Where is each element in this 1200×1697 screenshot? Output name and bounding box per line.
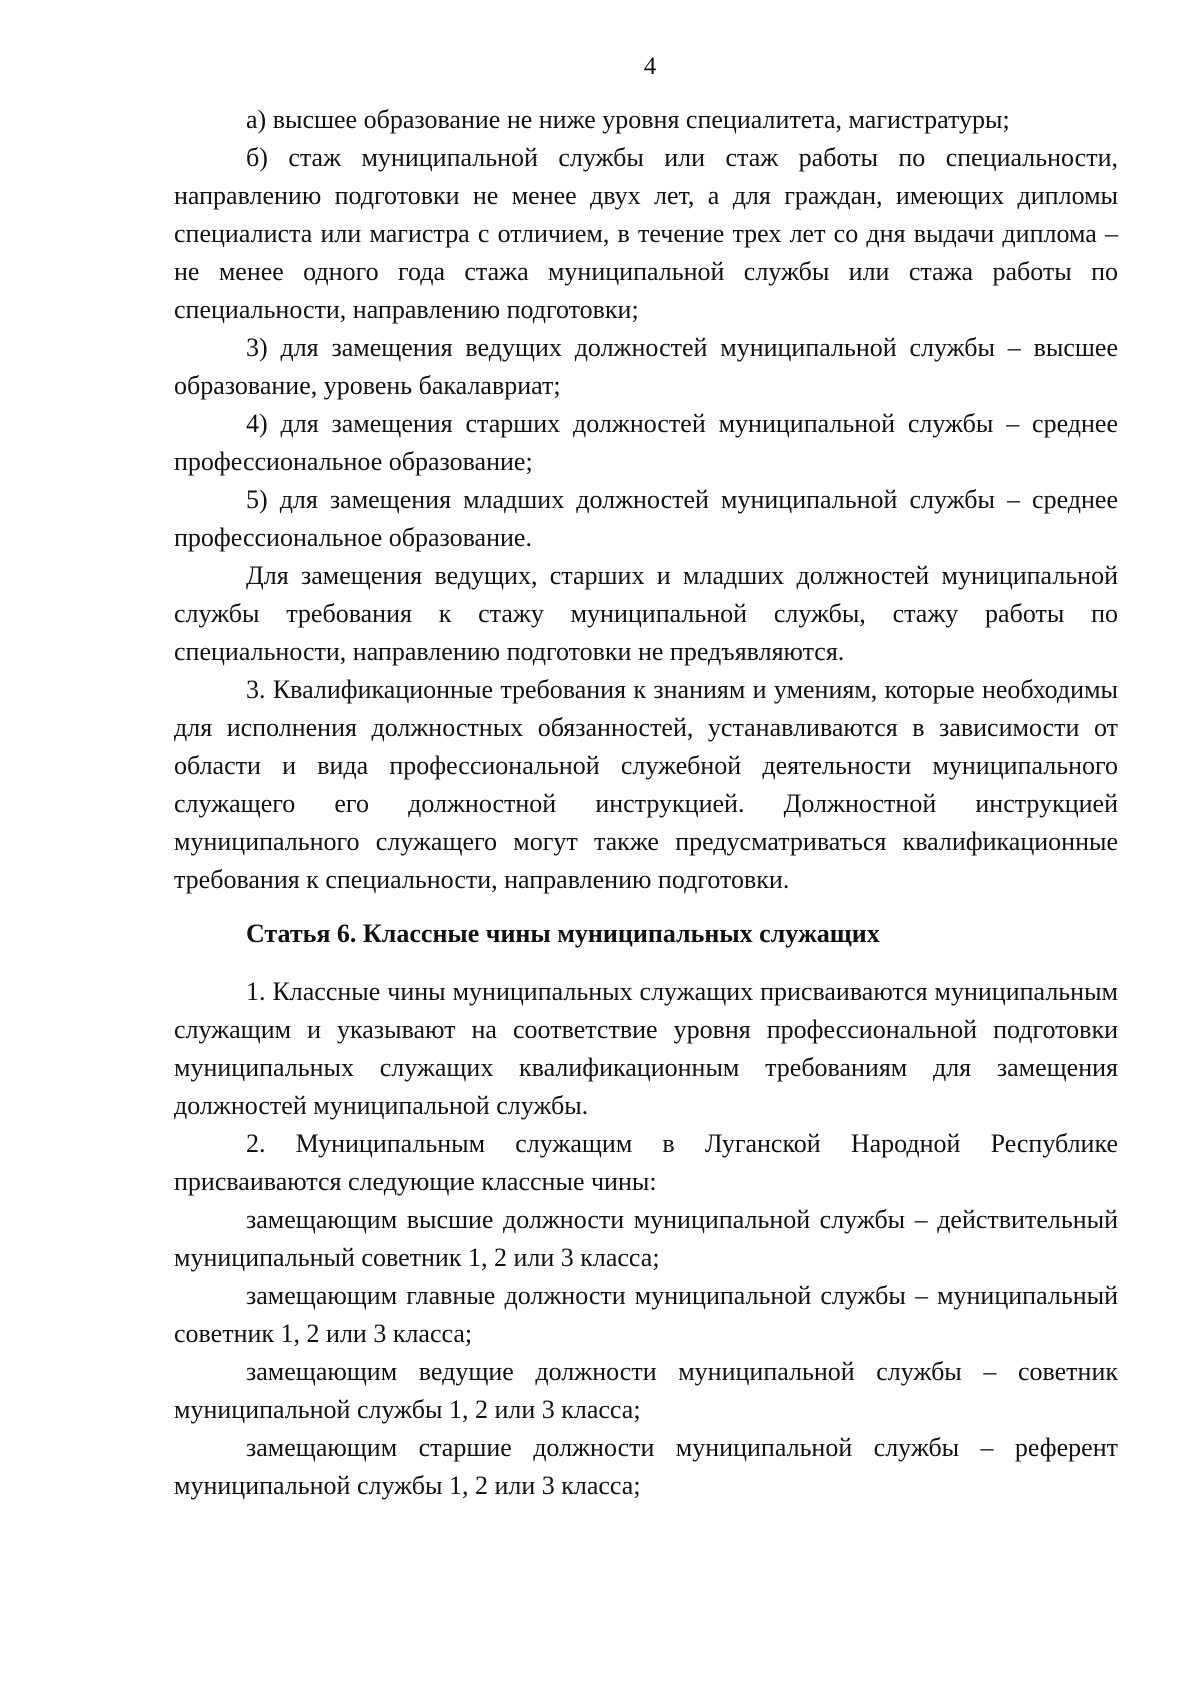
- paragraph-section-2: 2. Муниципальным служащим в Луганской Народной Республике присваиваются следующие классные чины:: [174, 1129, 1118, 1196]
- paragraph-section-1: 1. Классные чины муниципальных служащих присваиваются муниципальным служащим и указывают на соответствие уровня профессиональной подготовки муниципальных служащих квалификационным требованиям для замещения должностей муниципальной службы.: [174, 977, 1118, 1120]
- paragraph-item-a: а) высшее образование не ниже уровня специалитета, магистратуры;: [246, 105, 1010, 134]
- paragraph-rank-senior: замещающим старшие должности муниципальной службы – референт муниципальной службы 1, 2 или 3 класса;: [174, 1433, 1118, 1500]
- paragraph-item-5: 5) для замещения младших должностей муниципальной службы – среднее профессиональное образование.: [174, 485, 1118, 552]
- paragraph-section-3: 3. Квалификационные требования к знаниям и умениям, которые необходимы для исполнения должностных обязанностей, устанавливаются в зависимости от области и вида профессиональной служебной деятельности муниципального служащего его должностной инструкцией. Должностной инструкцией муниципального служащего могут также предусматриваться квалификационные требования к специальности, направлению подготовки.: [174, 675, 1118, 894]
- paragraph-item-3: 3) для замещения ведущих должностей муниципальной службы – высшее образование, уровень бакалавриат;: [174, 333, 1118, 400]
- paragraph-item-4: 4) для замещения старших должностей муниципальной службы – среднее профессиональное образование;: [174, 409, 1118, 476]
- article-heading: Статья 6. Классные чины муниципальных служащих: [246, 919, 880, 948]
- paragraph-rank-main: замещающим главные должности муниципальной службы – муниципальный советник 1, 2 или 3 класса;: [174, 1281, 1118, 1348]
- page-number: 4: [643, 53, 657, 80]
- paragraph-rank-leading: замещающим ведущие должности муниципальной службы – советник муниципальной службы 1, 2 или 3 класса;: [174, 1357, 1118, 1424]
- paragraph-item-b: б) стаж муниципальной службы или стаж работы по специальности, направлению подготовки не менее двух лет, а для граждан, имеющих дипломы специалиста или магистра с отличием, в течение трех лет со дня выдачи диплома – не менее одного года стажа муниципальной службы или стажа работы по специальности, направлению подготовки;: [174, 143, 1118, 324]
- paragraph-experience-note: Для замещения ведущих, старших и младших должностей муниципальной службы требования к стажу муниципальной службы, стажу работы по специальности, направлению подготовки не предъявляются.: [174, 561, 1118, 666]
- paragraph-rank-highest: замещающим высшие должности муниципальной службы – действительный муниципальный советник 1, 2 или 3 класса;: [174, 1205, 1118, 1272]
